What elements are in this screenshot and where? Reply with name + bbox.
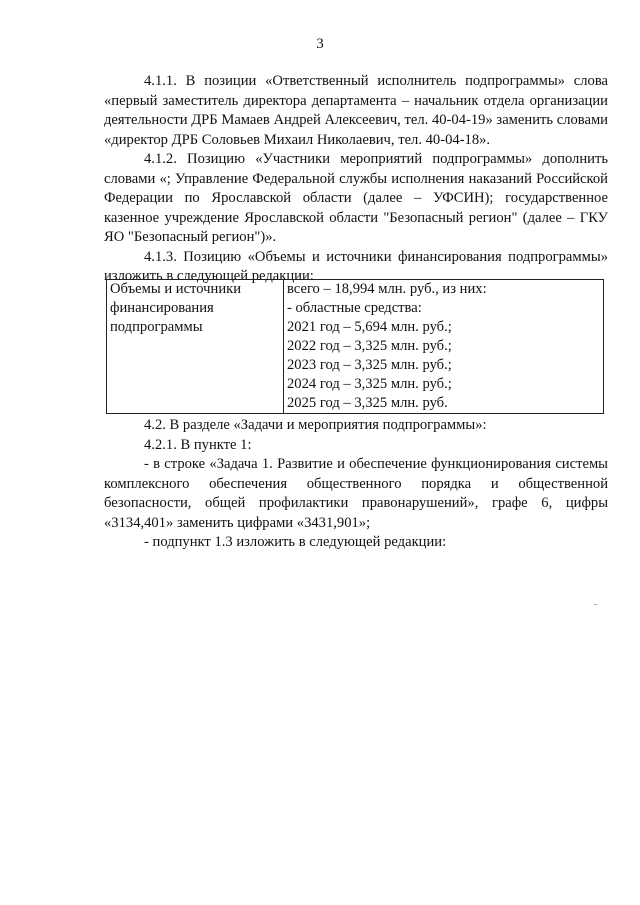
amendment-text-top	[104, 72, 608, 287]
table-row	[107, 280, 604, 414]
financing-2025: 2025 год – 3,325 млн. руб.	[287, 395, 448, 411]
amendment-text-bottom	[104, 416, 608, 553]
table-cell-values	[284, 280, 604, 414]
paragraph-task-1: - в строке «Задача 1. Развитие и обеспечение функционирования системы комплексного обеспечения общественного порядка и общественной безопасности, общей профилактики правонарушений», графе 6, цифры «3134,401» заменить цифрами «3431,901»;	[104, 456, 608, 531]
financing-2024: 2024 год – 3,325 млн. руб.;	[287, 376, 452, 392]
paragraph-4-2: 4.2. В разделе «Задачи и мероприятия подпрограммы»:	[144, 417, 487, 433]
paragraph-4-1-1: 4.1.1. В позиции «Ответственный исполнитель подпрограммы» слова «первый заместитель директора департамента – начальник отдела организации деятельности ДРБ Мамаев Андрей Алексеевич, тел. 40-04-19» заменить словами «директор ДРБ Соловьев Михаил Николаевич, тел. 40-04-18».	[104, 73, 608, 148]
financing-source: - областные средства:	[287, 300, 422, 316]
paragraph-subitem-1-3: - подпункт 1.3 изложить в следующей редакции:	[144, 534, 447, 550]
paragraph-4-1-3: 4.1.3. Позицию «Объемы и источники финансирования подпрограммы» изложить в следующей редакции:	[104, 248, 608, 284]
financing-total: всего – 18,994 млн. руб., из них:	[287, 281, 487, 297]
paragraph-4-2-1: 4.2.1. В пункте 1:	[144, 436, 252, 453]
financing-table	[106, 279, 604, 414]
financing-2022: 2022 год – 3,325 млн. руб.;	[287, 338, 452, 354]
scan-speck	[594, 604, 597, 605]
page-number: 3	[316, 36, 324, 52]
financing-2023: 2023 год – 3,325 млн. руб.;	[287, 357, 452, 373]
paragraph-4-1-2: 4.1.2. Позицию «Участники мероприятий подпрограммы» дополнить словами «; Управление Федеральной службы исполнения наказаний Российской Федерации по Ярославской области (далее – УФСИН); государственное казенное учреждение Ярославской области "Безопасный регион" (далее – ГКУ ЯО "Безопасный регион")».	[104, 151, 608, 245]
financing-2021: 2021 год – 5,694 млн. руб.;	[287, 319, 452, 335]
table-cell-label: Объемы и источники финансирования подпрограммы	[107, 280, 284, 414]
